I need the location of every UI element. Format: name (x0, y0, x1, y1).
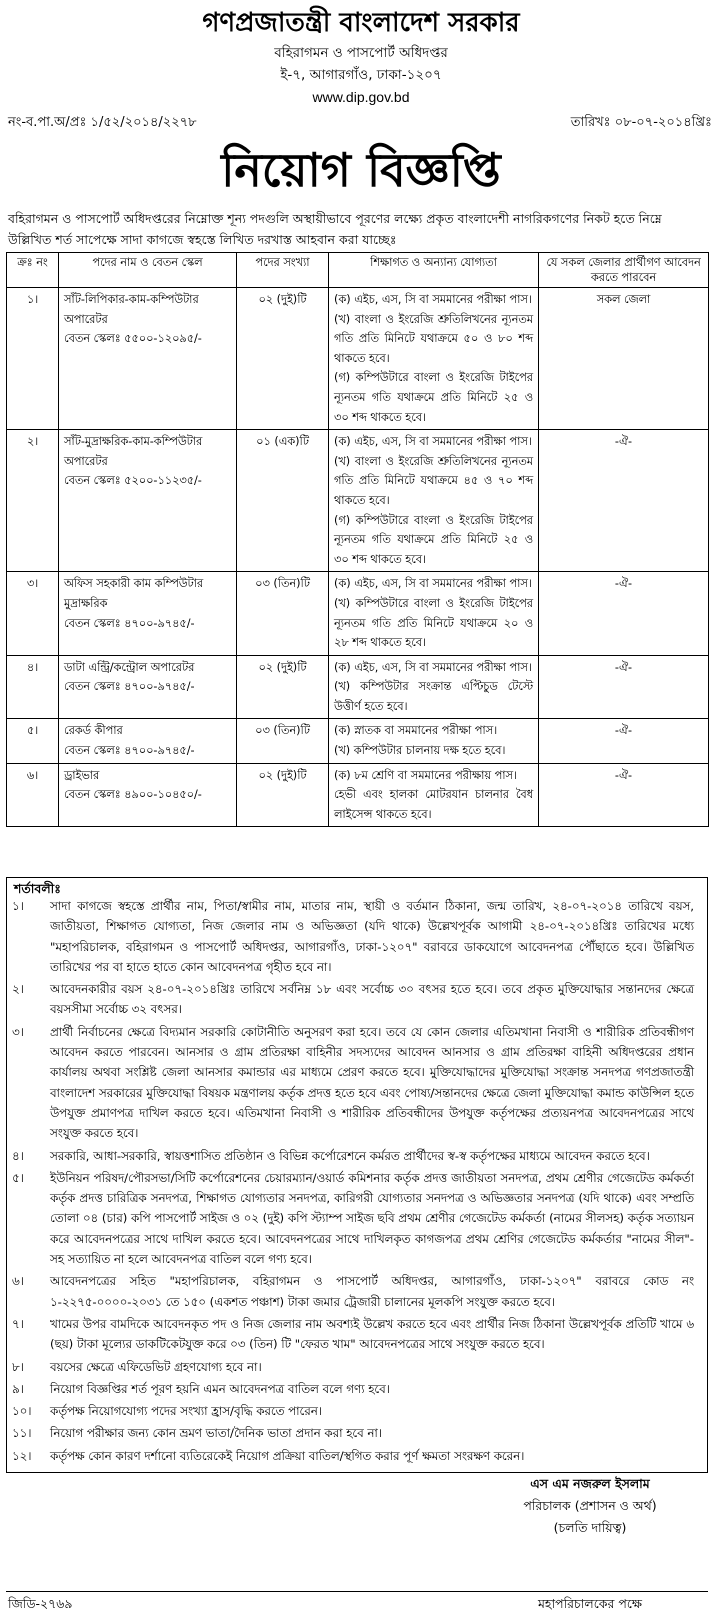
pay-scale: বেতন স্কেলঃ ৪৭০০-৯৭৪৫/- (64, 616, 195, 630)
post-name: সাঁট-লিপিকার-কাম-কম্পিউটার অপারেটর (64, 293, 199, 326)
department-address: ই-৭, আগারগাঁও, ঢাকা-১২০৭ (280, 67, 442, 83)
cell-post-count: ০১ (এক)টি (237, 430, 329, 572)
condition-item (6, 1446, 706, 1466)
condition-text: খামের উপর বামদিকে আবেদনকৃত পদ ও নিজ জেলার নাম অবশ্যই উল্লেখ করতে হবে এবং প্রার্থীর নিজ ঠিকানা উল্লেখপূর্বক প্রতিটি খামে ৬ (ছয়) টাকা মূল্যের ডাকটিকেটযুক্ত করে ০৩ (তিন) টি "ফেরত খাম" আবেদনপত্রের সাথে সংযুক্ত করতে হবে। (50, 1316, 694, 1352)
table-header-row (7, 253, 709, 288)
post-name: সাঁট-মুদ্রাক্ষরিক-কাম-কম্পিউটার অপারেটর (64, 435, 203, 468)
cell-serial: ১। (7, 288, 59, 430)
header-post-name: পদের নাম ও বেতন স্কেল (59, 253, 237, 288)
header-qualification: শিক্ষাগত ও অন্যান্য যোগ্যতা (329, 253, 539, 288)
condition-text: নিয়োগ বিজ্ঞপ্তির শর্ত পূরণ হয়নি এমন আবেদনপত্র বাতিল বলে গণ্য হবে। (50, 1381, 390, 1396)
qualification-item: (ক) ৮ম শ্রেণি বা সমমানের পরীক্ষায় পাস। (334, 768, 517, 782)
condition-number: ৮। (12, 1359, 24, 1374)
posts-table-body (7, 288, 709, 827)
cell-qualification (329, 572, 539, 655)
condition-number: ৭। (12, 1316, 24, 1331)
condition-text: কর্তৃপক্ষ নিয়োগযোগ্য পদের সংখ্যা হ্রাস/বৃদ্ধি করতে পারেন। (50, 1404, 322, 1419)
header-serial: ক্রঃ নং (7, 253, 59, 288)
qualification-item: (খ) কম্পিউটারে বাংলা ও ইংরেজি টাইপের ন্যূনতম গতি প্রতি মিনিটে যথাক্রমে ২০ ও ২৮ শব্দ থাকতে হবে। (334, 596, 533, 650)
qualification-item: (গ) কম্পিউটারে বাংলা ও ইংরেজি টাইপের ন্যূনতম গতি যথাক্রমে প্রতি মিনিটে ২৫ ও ৩০ শব্দ থাকতে হবে। (334, 371, 533, 424)
cell-post-count: ০৩ (তিন)টি (237, 572, 329, 655)
condition-item (6, 1401, 706, 1421)
cell-post (59, 719, 237, 763)
signatory-designation: পরিচালক (প্রশাসন ও অর্থ) (523, 1498, 657, 1513)
cell-districts: সকল জেলা (539, 288, 709, 430)
cell-post (59, 288, 237, 430)
gd-code: জিডি-২৭৬৯ (8, 1596, 73, 1611)
header-districts: যে সকল জেলার প্রার্থীগণ আবেদন করতে পারবেন (539, 253, 709, 288)
table-row (7, 430, 709, 572)
qualification-item: (খ) বাংলা ও ইংরেজি শ্রুতিলিখনের ন্যূনতম গতি প্রতি মিনিটে যথাক্রমে ৫০ ও ৮০ শব্দ থাকতে হবে। (334, 312, 533, 365)
conditions-heading: শর্তাবলীঃ (14, 881, 61, 896)
cell-post-count: ০২ (দুই)টি (237, 763, 329, 827)
table-row (7, 719, 709, 763)
condition-text: প্রার্থী নির্বাচনের ক্ষেত্রে বিদ্যমান সরকারি কোটানীতি অনুসরণ করা হবে। তবে যে কোন জেলার এতিমখানা নিবাসী ও শারীরিক প্রতিবন্ধীগণ আবেদন করতে পারবেন। আনসার ও গ্রাম প্রতিরক্ষা বাহিনীর সদস্যদের আবেদন আনসার ও গ্রাম প্রতিরক্ষা বাহিনী অধিদপ্তরের প্রধান কার্যালয় অথবা সংশ্লিষ্ট জেলা আনসার কমান্ডার এর মাধ্যমে প্রেরণ করতে হবে। মুক্তিযোদ্ধাদের মুক্তিযোদ্ধা সংক্রান্ত সনদপত্র গণপ্রজাতন্ত্রী বাংলাদেশ সরকারের মুক্তিযোদ্ধা বিষয়ক মন্ত্রণালয় কর্তৃক প্রদত্ত হতে হবে এবং পোষ্য/সন্তানদের ক্ষেত্রে জেলা মুক্তিযোদ্ধা কমান্ড কাউন্সিল হতে উপযুক্ত প্রমাণপত্র দাখিল করতে হবে। এতিমখানা নিবাসী ও শারীরিক প্রতিবন্ধীদের উপযুক্ত কর্তৃপক্ষের প্রত্যয়নপত্র আবেদনপত্রের সাথে সংযুক্ত করতে হবে। (50, 1024, 694, 1141)
cell-post (59, 430, 237, 572)
cell-serial: ৩। (7, 572, 59, 655)
cell-districts: -ঐ- (539, 572, 709, 655)
cell-districts: -ঐ- (539, 763, 709, 827)
condition-number: ৬। (12, 1274, 24, 1289)
table-row (7, 572, 709, 655)
qualification-item: (গ) কম্পিউটারে বাংলা ও ইংরেজি টাইপের ন্যূনতম গতি যথাক্রমে প্রতি মিনিটে ২৫ ও ৩০ শব্দ থাকতে হবে। (334, 513, 533, 566)
qualification-item: (খ) কম্পিউটার সংক্রান্ত এপ্টিচুড টেস্টে উত্তীর্ণ হতে হবে। (334, 680, 533, 713)
table-row (7, 763, 709, 827)
condition-number: ১০। (12, 1404, 32, 1419)
condition-text: আবেদনকারীর বয়স ২৪-০৭-২০১৪খ্রিঃ তারিখে সর্বনিম্ন ১৮ এবং সর্বোচ্চ ৩০ বৎসর হতে হবে। তবে প্রকৃত মুক্তিযোদ্ধার সন্তানদের ক্ষেত্রে বয়সসীমা সর্বোচ্চ ৩২ বৎসর। (50, 982, 694, 1017)
footer-divider (6, 1591, 708, 1592)
condition-number: ১। (12, 899, 24, 913)
post-name: ড্রাইভার (64, 768, 100, 782)
signatory-name: এস এম নজরুল ইসলাম (530, 1476, 650, 1491)
posts-table (6, 252, 709, 827)
pay-scale: বেতন স্কেলঃ ৪৭০০-৯৭৪৫/- (64, 680, 195, 694)
condition-text: সরকারি, আধা-সরকারি, স্বায়ত্তশাসিত প্রতিষ্ঠান ও বিভিন্ন কর্পোরেশনে কর্মরত প্রার্থীদের স্ব-স্ব কর্তৃপক্ষের মাধ্যমে আবেদন করতে হবে। (50, 1148, 650, 1163)
condition-number: ৩। (12, 1024, 24, 1039)
table-row (7, 288, 709, 430)
condition-number: ২। (12, 982, 24, 997)
condition-item (6, 1314, 706, 1355)
condition-text: নিয়োগ পরীক্ষার জন্য কোন ভ্রমণ ভাতা/দৈনিক ভাতা প্রদান করা হবে না। (50, 1426, 383, 1441)
condition-item (6, 1022, 706, 1144)
on-behalf-of: মহাপরিচালকের পক্ষে (537, 1596, 642, 1611)
cell-post (59, 763, 237, 827)
condition-text: ইউনিয়ন পরিষদ/পৌরসভা/সিটি কর্পোরেশনের চেয়ারম্যান/ওয়ার্ড কমিশনার কর্তৃক প্রদত্ত জাতীয়তা সনদপত্র, প্রথম শ্রেণীর গেজেটেড কর্মকর্তা কর্তৃক প্রদত্ত চারিত্রিক সনদপত্র, শিক্ষাগত যোগ্যতার সনদপত্র, কারিগরী যোগ্যতার সনদপত্র ও অভিজ্ঞতার সনদপত্র (যদি থাকে) এবং সম্প্রতি তোলা ০৪ (চার) কপি পাসপোর্ট সাইজ ও ০২ (দুই) কপি স্ট্যাম্প সাইজ ছবি প্রথম শ্রেণীর গেজেটেড কর্মকর্তা (নামের সীলসহ) কর্তৃক সত্যায়ন করে আবেদনপত্রের সাথে দাখিল করতে হবে। আবেদনপত্রের সাথে দাখিলকৃত কাগজপত্র প্রথম শ্রেণির গেজেটেড কর্মকর্তার "নামের সীল"-সহ সত্যায়িত না হলে আবেদনপত্র বাতিল বলে গণ্য হবে। (50, 1170, 694, 1267)
cell-qualification (329, 430, 539, 572)
department-name: বহিরাগমন ও পাসপোর্ট অধিদপ্তর (274, 45, 448, 61)
condition-text: বয়সের ক্ষেত্রে এফিডেভিট গ্রহণযোগ্য হবে না। (50, 1359, 262, 1374)
pay-scale: বেতন স্কেলঃ ৫৫০০-১২০৯৫/- (64, 332, 202, 346)
memo-number: নং-ব.পা.অ/প্রঃ ১/৫২/২০১৪/২২৭৮ (8, 115, 197, 130)
qualification-item: (ক) এইচ, এস, সি বা সমমানের পরীক্ষা পাস। (334, 293, 532, 306)
qualification-item: (ক) এইচ, এস, সি বা সমমানের পরীক্ষা পাস। (334, 577, 532, 591)
table-row (7, 655, 709, 719)
website-link[interactable]: www.dip.gov.bd (312, 89, 410, 105)
qualification-item: (খ) বাংলা ও ইংরেজি শ্রুতিলিখনের ন্যূনতম গতি প্রতি মিনিটে যথাক্রমে ৪৫ ও ৭০ শব্দ থাকতে হবে। (334, 454, 533, 507)
condition-item (6, 896, 706, 977)
signatory-charge: (চলতি দায়িত্ব) (553, 1520, 627, 1535)
qualification-item: (ক) এইচ, এস, সি বা সমমানের পরীক্ষা পাস। (334, 660, 532, 674)
condition-text: কর্তৃপক্ষ কোন কারণ দর্শানো ব্যতিরেকেই নিয়োগ প্রক্রিয়া বাতিল/স্থগিত করার পূর্ণ ক্ষমতা সংরক্ষণ করেন। (50, 1448, 525, 1463)
qualification-item: হেভী এবং হালকা মোটরযান চালনার বৈধ লাইসেন্স থাকতে হবে। (334, 788, 533, 821)
qualification-item: (খ) কম্পিউটার চালনায় দক্ষ হতে হবে। (334, 744, 506, 758)
cell-post-count: ০৩ (তিন)টি (237, 719, 329, 763)
qualification-item: (ক) এইচ, এস, সি বা সমমানের পরীক্ষা পাস। (334, 435, 532, 449)
qualification-item: (ক) স্নাতক বা সমমানের পরীক্ষা পাস। (334, 724, 498, 738)
cell-districts: -ঐ- (539, 719, 709, 763)
conditions-list (6, 896, 706, 1468)
cell-serial: ৫। (7, 719, 59, 763)
condition-number: ৪। (12, 1148, 24, 1163)
condition-item (6, 1168, 706, 1269)
notice-date: তারিখঃ ০৮-০৭-২০১৪খ্রিঃ (570, 115, 712, 130)
condition-text: সাদা কাগজে স্বহস্তে প্রার্থীর নাম, পিতা/স্বামীর নাম, মাতার নাম, স্থায়ী ও বর্তমান ঠিকানা, জন্ম তারিখ, ২৪-০৭-২০১৪ তারিখে বয়স, জাতীয়তা, শিক্ষাগত যোগ্যতা, নিজ জেলার নাম ও অভিজ্ঞতা (যদি থাকে) উল্লেখপূর্বক আগামী ২৪-০৭-২০১৪খ্রিঃ তারিখের মধ্যে "মহাপরিচালক, বহিরাগমন ও পাসপোর্ট অধিদপ্তর, আগারগাঁও, ঢাকা-১২০৭" বরাবরে ডাকযোগে আবেদনপত্র পৌঁছাতে হবে। উল্লিখিত তারিখের পর বা হাতে হাতে কোন আবেদনপত্র গৃহীত হবে না। (50, 899, 694, 974)
condition-number: ৯। (12, 1381, 24, 1396)
government-title: গণপ্রজাতন্ত্রী বাংলাদেশ সরকার (202, 8, 520, 38)
post-name: ডাটা এন্ট্রি/কন্ট্রোল অপারেটর (64, 660, 195, 674)
cell-serial: ৪। (7, 655, 59, 719)
cell-qualification (329, 763, 539, 827)
intro-paragraph: বহিরাগমন ও পাসপোর্ট অধিদপ্তরের নিম্নোক্ত শূন্য পদগুলি অস্থায়ীভাবে পূরণের লক্ষ্যে প্রকৃত বাংলাদেশী নাগরিকগণের নিকট হতে নিম্নে উল্লিখিত শর্ত সাপেক্ষে সাদা কাগজে স্বহস্তে লিখিত দরখাস্ত আহবান করা যাচ্ছেঃ (8, 211, 662, 247)
cell-post (59, 572, 237, 655)
condition-text: আবেদনপত্রের সহিত "মহাপরিচালক, বহিরাগমন ও পাসপোর্ট অধিদপ্তর, আগারগাঁও, ঢাকা-১২০৭" বরাবরে কোড নং ১-২২৭৫-০০০০-২০৩১ তে ১৫০ (একশত পঞ্চাশ) টাকা জমার ট্রেজারী চালানের মূলকপি সংযুক্ত করতে হবে। (50, 1274, 694, 1309)
condition-number: ৫। (12, 1170, 24, 1185)
cell-qualification (329, 655, 539, 719)
cell-serial: ২। (7, 430, 59, 572)
cell-districts: -ঐ- (539, 430, 709, 572)
header-post-count: পদের সংখ্যা (237, 253, 329, 288)
condition-item (6, 1423, 706, 1443)
condition-item (6, 1271, 706, 1312)
condition-item (6, 1379, 706, 1399)
cell-qualification (329, 719, 539, 763)
pay-scale: বেতন স্কেলঃ ৫২০০-১১২৩৫/- (64, 474, 202, 488)
cell-qualification (329, 288, 539, 430)
condition-item (6, 1357, 706, 1377)
pay-scale: বেতন স্কেলঃ ৪৯০০-১০৪৫০/- (64, 788, 202, 802)
cell-post (59, 655, 237, 719)
condition-item (6, 979, 706, 1020)
condition-number: ১১। (12, 1426, 32, 1441)
post-name: রেকর্ড কীপার (64, 724, 123, 738)
condition-number: ১২। (12, 1448, 32, 1463)
notice-title: নিয়োগ বিজ্ঞপ্তি (221, 143, 501, 197)
post-name: অফিস সহকারী কাম কম্পিউটার মুদ্রাক্ষরিক (64, 577, 204, 610)
cell-districts: -ঐ- (539, 655, 709, 719)
cell-post-count: ০২ (দুই)টি (237, 288, 329, 430)
condition-item (6, 1146, 706, 1166)
pay-scale: বেতন স্কেলঃ ৪৭০০-৯৭৪৫/- (64, 744, 195, 758)
cell-serial: ৬। (7, 763, 59, 827)
cell-post-count: ০২ (দুই)টি (237, 655, 329, 719)
